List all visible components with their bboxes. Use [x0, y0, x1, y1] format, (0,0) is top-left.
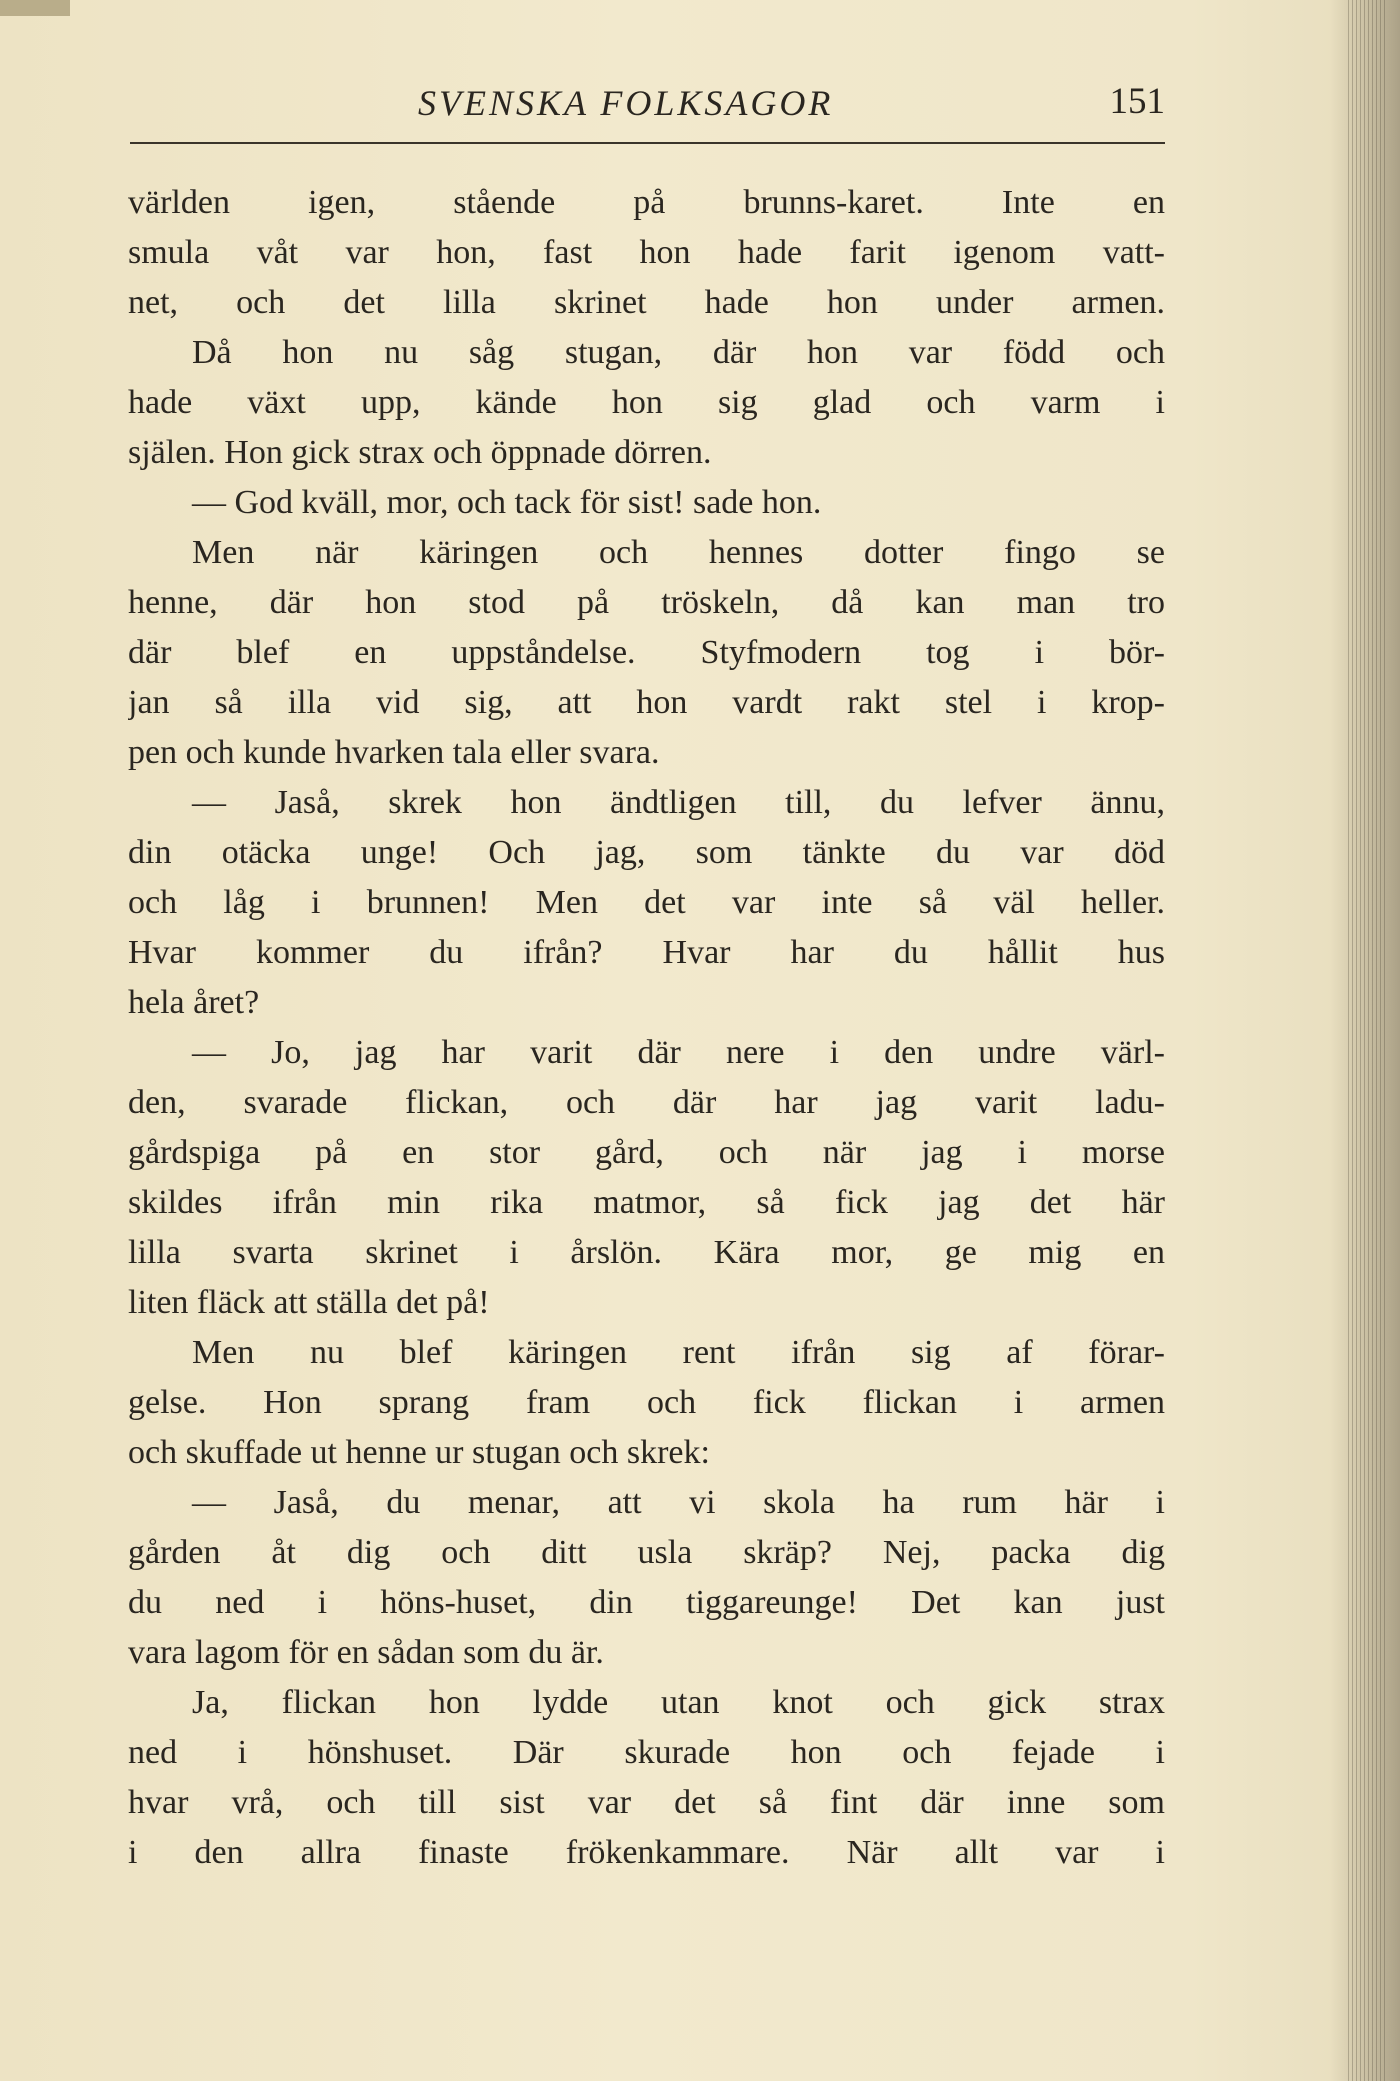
running-title: SVENSKA FOLKSAGOR — [418, 83, 834, 123]
text-line: världen igen, stående på brunns-karet. Inte en — [128, 184, 1165, 221]
text-line: själen. Hon gick strax och öppnade dörren. — [128, 434, 712, 471]
text-line: Ja, flickan hon lydde utan knot och gick strax — [192, 1684, 1165, 1721]
text-line: lilla svarta skrinet i årslön. Kära mor, ge mig en — [128, 1234, 1165, 1271]
text-line: liten fläck att ställa det på! — [128, 1284, 490, 1321]
page-header — [130, 78, 1165, 128]
text-line: gelse. Hon sprang fram och fick flickan i armen — [128, 1384, 1165, 1421]
text-line: — God kväll, mor, och tack för sist! sade hon. — [192, 484, 822, 521]
text-line: du ned i höns-huset, din tiggareunge! Det kan just — [128, 1584, 1165, 1621]
text-line: hade växt upp, kände hon sig glad och varm i — [128, 384, 1165, 421]
text-line: — Jaså, skrek hon ändtligen till, du lefver ännu, — [192, 784, 1165, 821]
text-line: pen och kunde hvarken tala eller svara. — [128, 734, 660, 771]
body-text — [128, 178, 1165, 1878]
text-line: henne, där hon stod på tröskeln, då kan man tro — [128, 584, 1165, 621]
text-line: Hvar kommer du ifrån? Hvar har du hållit hus — [128, 934, 1165, 971]
binding-shadow — [1330, 0, 1400, 2081]
text-line: hela året? — [128, 984, 260, 1021]
text-line: smula våt var hon, fast hon hade farit igenom vatt- — [128, 234, 1165, 271]
text-line: där blef en uppståndelse. Styfmodern tog i bör- — [128, 634, 1165, 671]
text-line: den, svarade flickan, och där har jag varit ladu- — [128, 1084, 1165, 1121]
text-line: och skuffade ut henne ur stugan och skrek: — [128, 1434, 710, 1471]
text-line: hvar vrå, och till sist var det så fint där inne som — [128, 1784, 1165, 1821]
text-line: din otäcka unge! Och jag, som tänkte du var död — [128, 834, 1165, 871]
page-corner — [0, 0, 70, 16]
text-line: gårdspiga på en stor gård, och när jag i morse — [128, 1134, 1165, 1171]
header-rule — [130, 142, 1165, 144]
text-line: i den allra finaste frökenkammare. När allt var i — [128, 1834, 1165, 1871]
text-line: jan så illa vid sig, att hon vardt rakt stel i krop- — [128, 684, 1165, 721]
text-line: net, och det lilla skrinet hade hon under armen. — [128, 284, 1165, 321]
text-line: och låg i brunnen! Men det var inte så väl heller. — [128, 884, 1165, 921]
text-line: ned i hönshuset. Där skurade hon och fejade i — [128, 1734, 1165, 1771]
text-line: gården åt dig och ditt usla skräp? Nej, packa dig — [128, 1534, 1165, 1571]
text-line: skildes ifrån min rika matmor, så fick jag det här — [128, 1184, 1165, 1221]
text-line: — Jo, jag har varit där nere i den undre värl- — [192, 1034, 1165, 1071]
text-line: Men nu blef käringen rent ifrån sig af förar- — [192, 1334, 1165, 1371]
text-line: Då hon nu såg stugan, där hon var född och — [192, 334, 1165, 371]
text-line: Men när käringen och hennes dotter fingo se — [192, 534, 1165, 571]
text-line: vara lagom för en sådan som du är. — [128, 1634, 604, 1671]
page-number: 151 — [1109, 81, 1165, 122]
text-line: — Jaså, du menar, att vi skola ha rum här i — [192, 1484, 1165, 1521]
